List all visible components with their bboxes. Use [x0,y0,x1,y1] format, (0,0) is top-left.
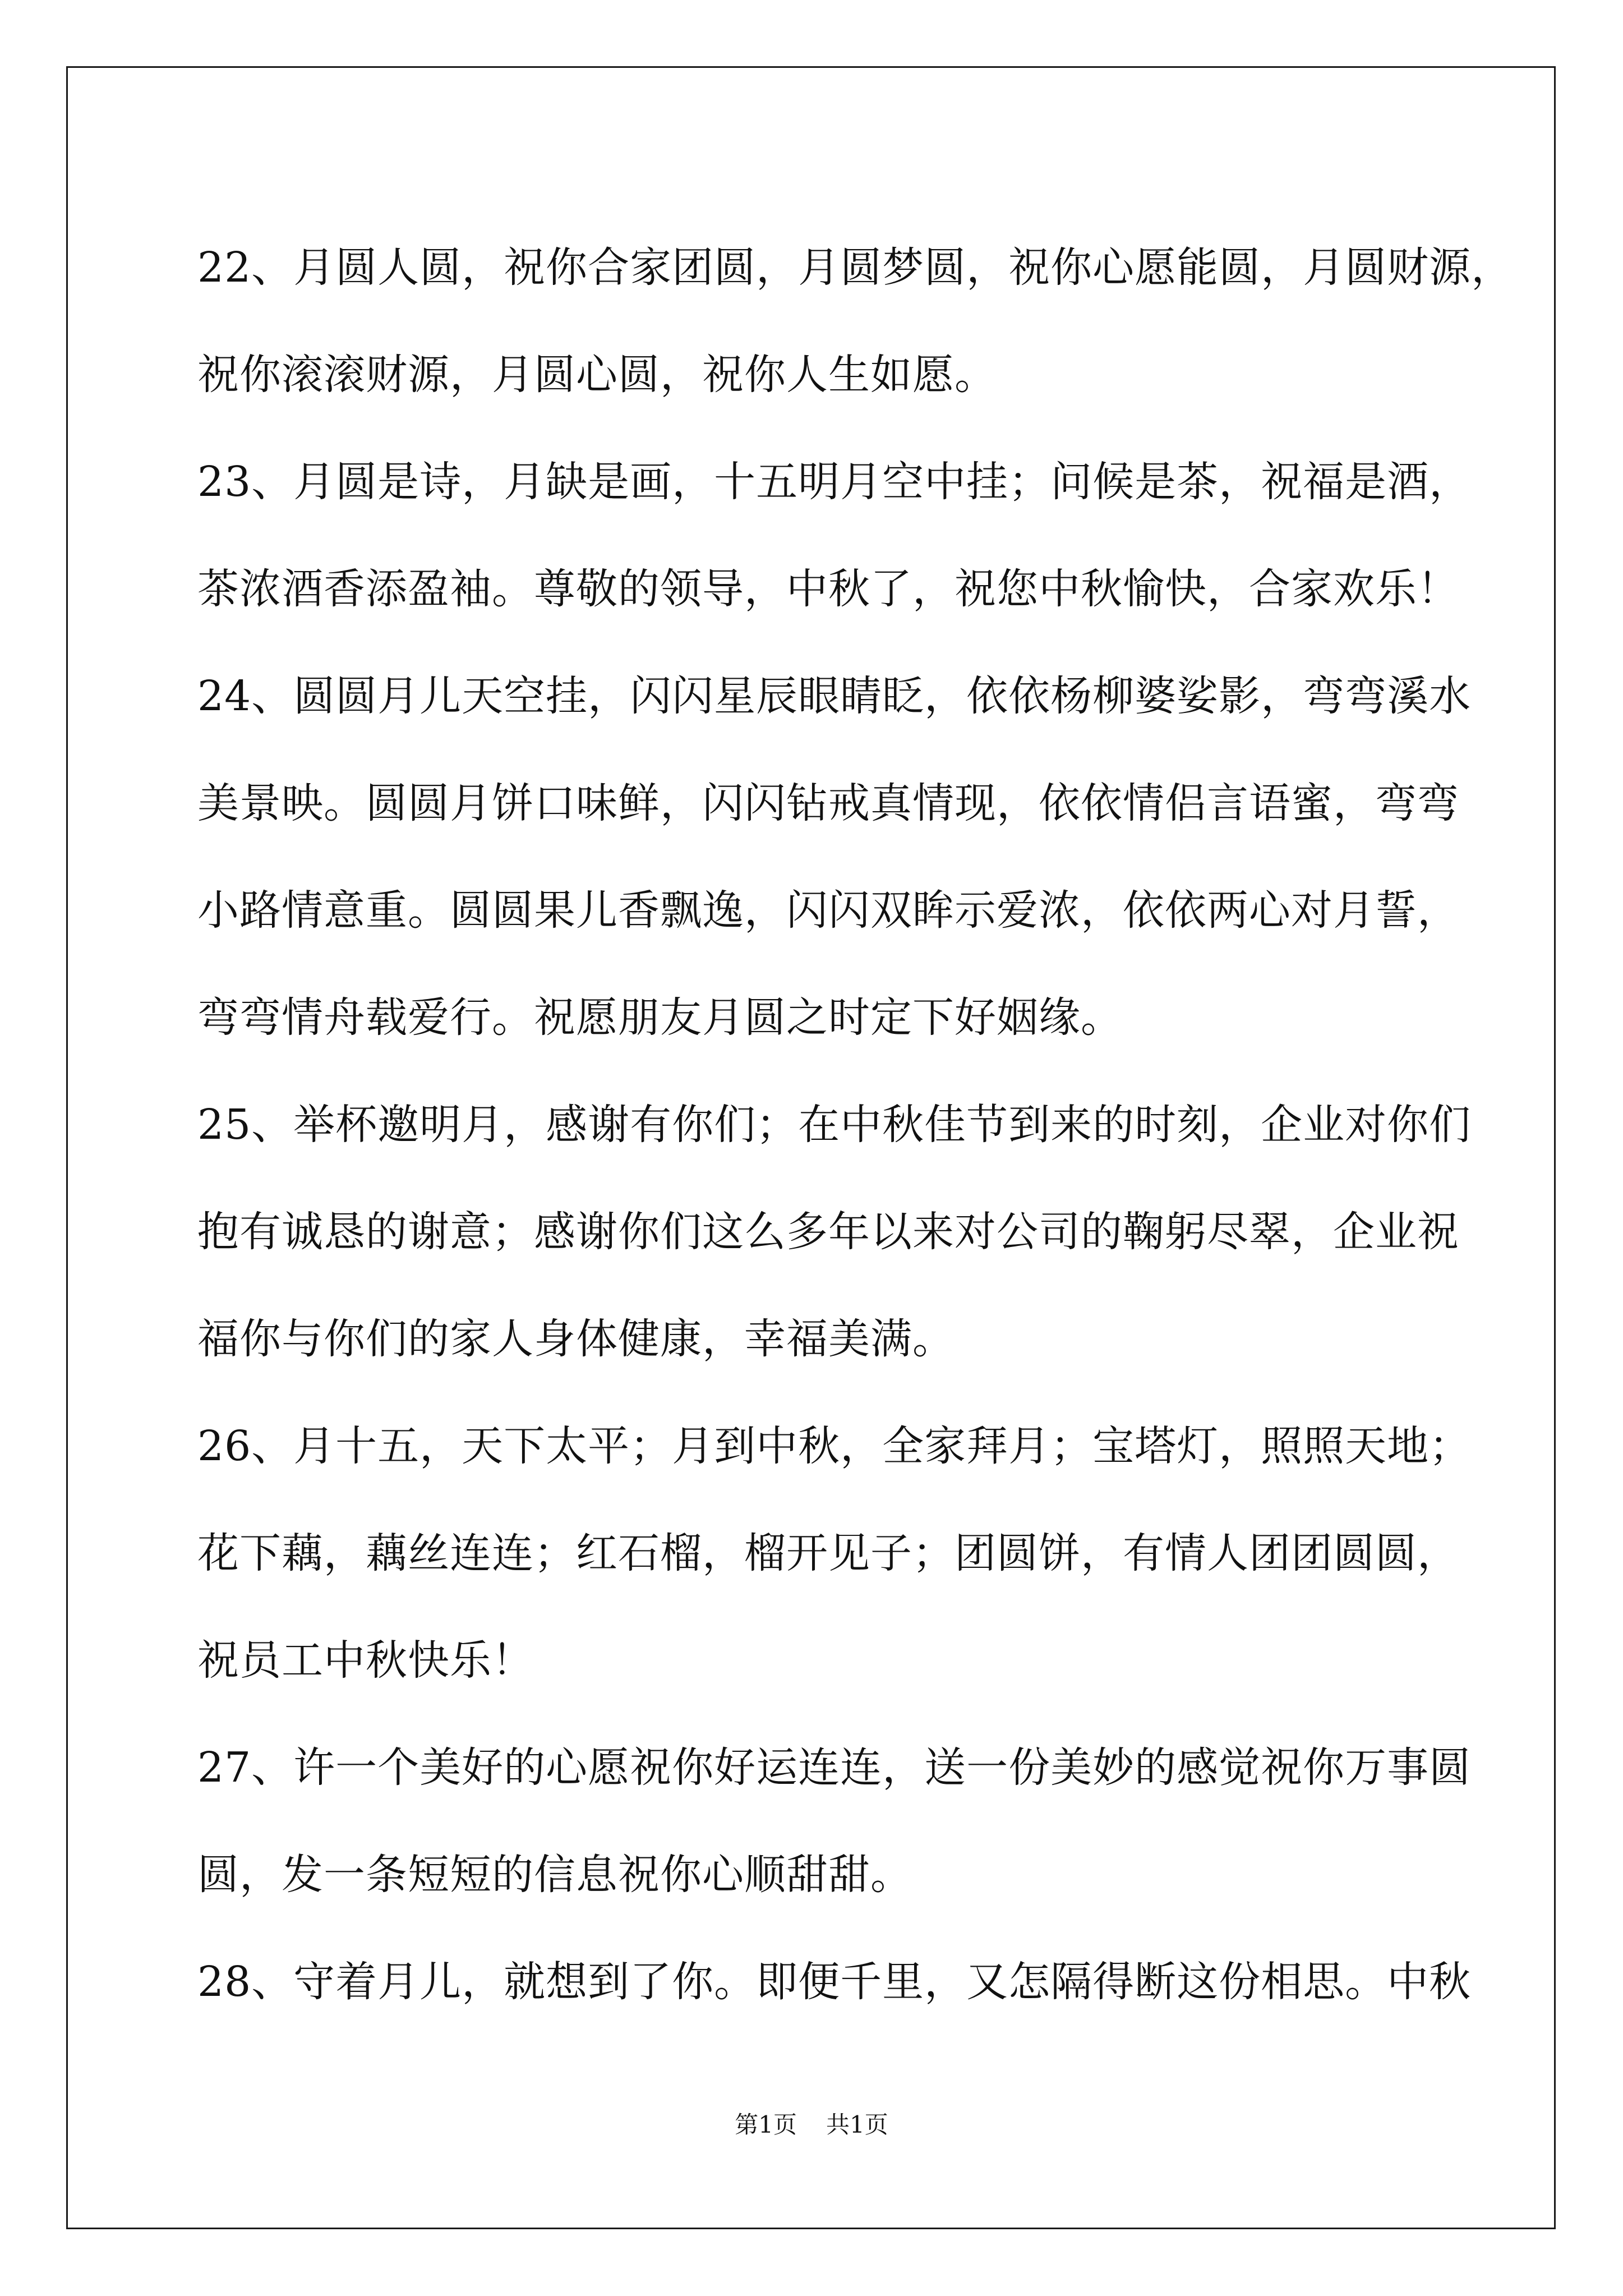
text-line-1: 22、月圆人圆，祝你合家团圆，月圆梦圆，祝你心愿能圆，月圆财源， [197,243,1514,292]
text-line-7: 小路情意重。圆圆果儿香飘逸，闪闪双眸示爱浓，依依两心对月誓， [197,886,1459,935]
text-line-8: 弯弯情舟载爱行。祝愿朋友月圆之时定下好姻缘。 [197,993,1123,1042]
text-line-10: 抱有诚恳的谢意；感谢你们这么多年以来对公司的鞠躬尽翠，企业祝 [197,1208,1459,1256]
page-number-current: 第1页 [735,2111,797,2138]
text-line-9: 25、举杯邀明月，感谢有你们；在中秋佳节到来的时刻，企业对你们 [197,1101,1472,1149]
page-footer [0,2108,1623,2142]
text-line-14: 祝员工中秋快乐！ [197,1636,534,1685]
text-line-4: 茶浓酒香添盈袖。尊敬的领导，中秋了，祝您中秋愉快，合家欢乐！ [197,565,1459,613]
document-body [197,214,1514,2036]
text-line-13: 花下藕，藕丝连连；红石榴，榴开见子；团圆饼，有情人团团圆圆， [197,1529,1459,1577]
text-line-15: 27、许一个美好的心愿祝你好运连连，送一份美妙的感觉祝你万事圆 [197,1743,1472,1792]
text-line-17: 28、守着月儿，就想到了你。即便千里，又怎隔得断这份相思。中秋 [197,1958,1472,2006]
text-line-6: 美景映。圆圆月饼口味鲜，闪闪钻戒真情现，依依情侣言语蜜，弯弯 [197,779,1459,827]
page-number-total: 共1页 [826,2111,888,2138]
text-line-2: 祝你滚滚财源，月圆心圆，祝你人生如愿。 [197,351,997,399]
text-line-3: 23、月圆是诗，月缺是画，十五明月空中挂；问候是茶，祝福是酒， [197,458,1472,506]
text-line-16: 圆，发一条短短的信息祝你心顺甜甜。 [197,1851,912,1899]
text-line-11: 福你与你们的家人身体健康，幸福美满。 [197,1315,955,1363]
text-line-5: 24、圆圆月儿天空挂，闪闪星辰眼睛眨，依依杨柳婆娑影，弯弯溪水 [197,672,1472,720]
text-line-12: 26、月十五，天下太平；月到中秋，全家拜月；宝塔灯，照照天地； [197,1422,1472,1470]
